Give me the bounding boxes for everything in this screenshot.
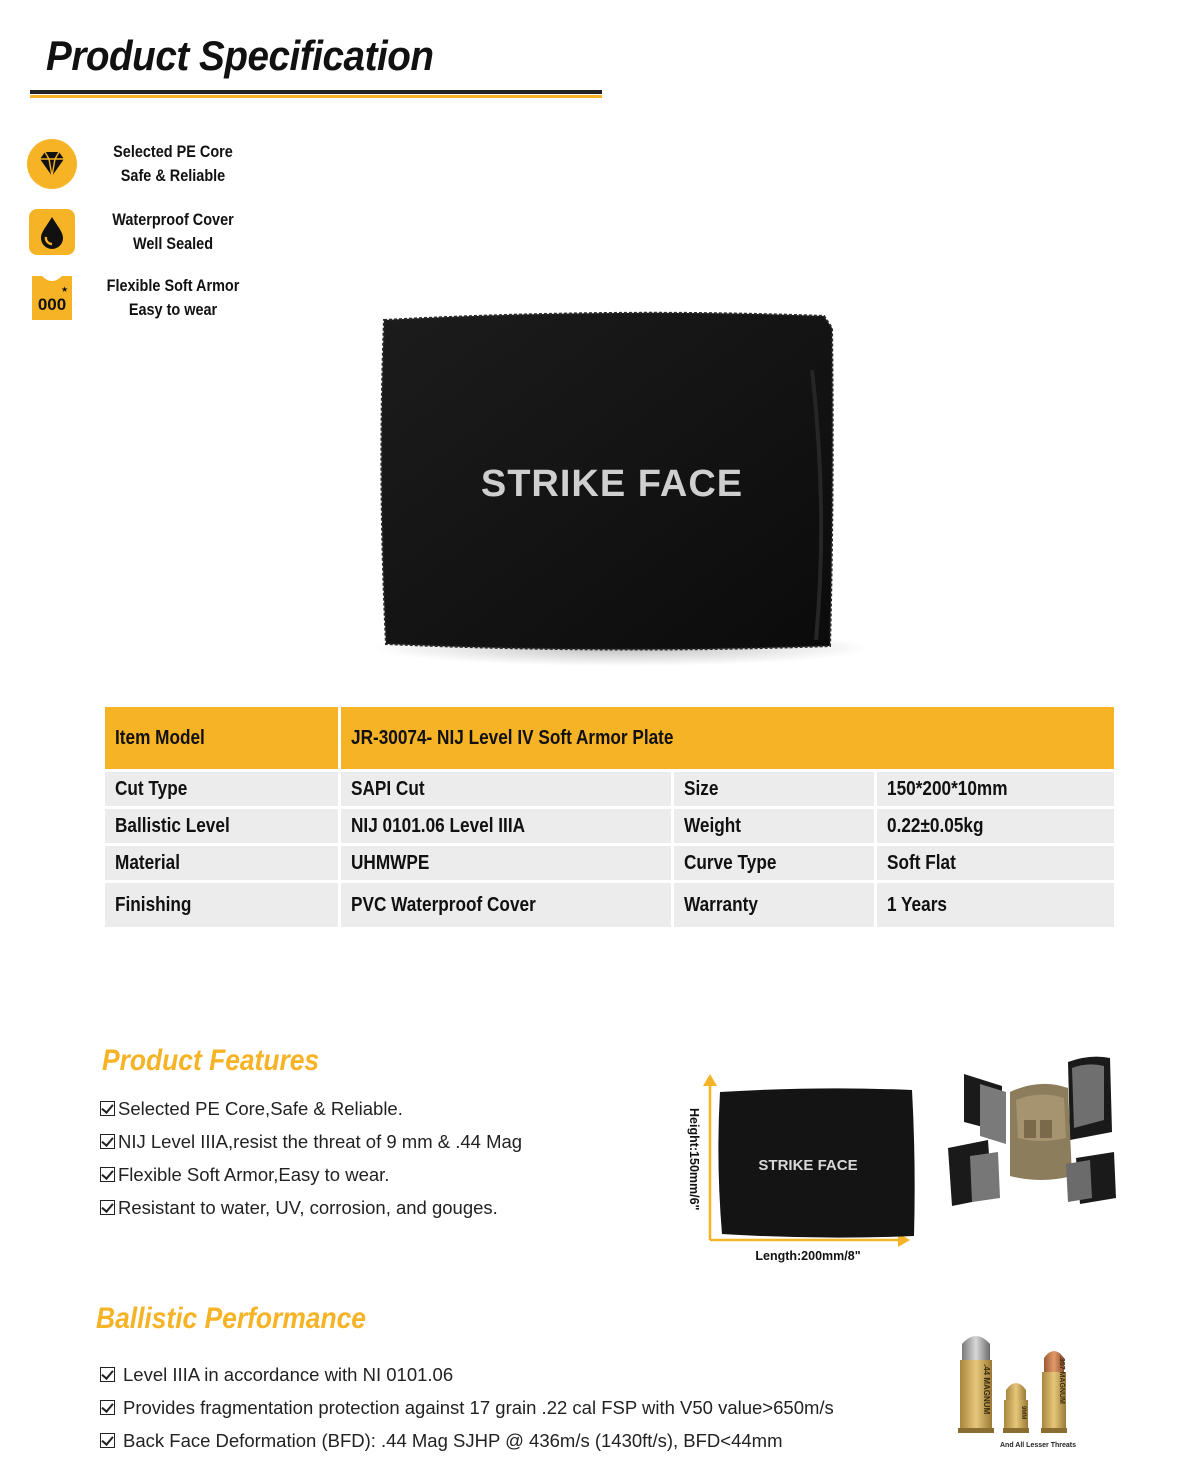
checkbox-icon [100,1101,115,1116]
plate-carrier-image [940,1048,1140,1218]
svg-text:9MM: 9MM [1020,1406,1026,1420]
list-item: Flexible Soft Armor,Easy to wear. [100,1164,660,1197]
spec-value: 150*200*10mm [877,772,1114,806]
svg-text:★: ★ [61,285,69,294]
spec-value: 0.22±0.05kg [877,809,1114,843]
ballistic-heading: Ballistic Performance [96,1302,366,1335]
checkbox-icon [100,1400,115,1415]
title-underline [30,90,602,94]
spec-label: Finishing [105,883,338,927]
badge-text: Selected PE Core Safe & Reliable [113,142,233,185]
features-list [100,1098,660,1230]
water-drop-icon [26,206,78,258]
checkbox-icon [100,1200,115,1215]
strike-face-print: STRIKE FACE [480,463,744,505]
spec-label: Curve Type [674,846,875,880]
badge-waterproof [26,206,256,260]
list-item: Level IIIA in accordance with NI 0101.06 [100,1364,900,1397]
length-label: Length:200mm/8" [755,1249,861,1263]
spec-value: 1 Years [877,883,1114,927]
list-item: Selected PE Core,Safe & Reliable. [100,1098,660,1131]
svg-text:.357 MAGNUM: .357 MAGNUM [1058,1356,1065,1404]
spec-label: Weight [674,809,875,843]
ballistic-list [100,1364,900,1463]
svg-text:.44 MAGNUM: .44 MAGNUM [982,1364,991,1415]
spec-value: UHMWPE [341,846,671,880]
table-row [105,809,1114,843]
features-heading: Product Features [102,1044,320,1077]
list-item: Back Face Deformation (BFD): .44 Mag SJHP @ 436m/s (1430ft/s), BFD<44mm [100,1430,900,1463]
height-label: Height:150mm/6" [687,1108,701,1211]
spec-table [102,704,1117,930]
spec-value: SAPI Cut [341,772,671,806]
checkbox-icon [100,1134,115,1149]
page-title: Product Specification [46,32,434,79]
dimension-diagram [680,1072,920,1268]
spec-value: NIJ 0101.06 Level IIIA [341,809,671,843]
badge-soft-armor [26,272,256,326]
title-underline-accent [30,95,602,98]
spec-label: Size [674,772,875,806]
spec-label: Ballistic Level [105,809,338,843]
diamond-icon [26,138,78,190]
vest-icon [26,272,78,324]
spec-label-item-model: Item Model [105,707,338,769]
badge-text: Waterproof Cover Well Sealed [112,210,234,253]
svg-text:STRIKE FACE: STRIKE FACE [758,1157,858,1174]
spec-label: Warranty [674,883,875,927]
list-item: NIJ Level IIIA,resist the threat of 9 mm & .44 Mag [100,1131,660,1164]
badge-text: Flexible Soft Armor Easy to wear [106,276,240,319]
badge-pe-core [26,138,256,192]
checkbox-icon [100,1367,115,1382]
table-row [105,846,1114,880]
spec-value-item-model: JR-30074- NIJ Level IV Soft Armor Plate [341,707,1114,769]
table-row [105,883,1114,927]
ammo-image [946,1330,1086,1452]
list-item: Provides fragmentation protection against 17 grain .22 cal FSP with V50 value>650m/s [100,1397,900,1430]
spec-value: Soft Flat [877,846,1114,880]
spec-header-row [105,707,1114,769]
spec-label: Cut Type [105,772,338,806]
table-row [105,772,1114,806]
spec-value: PVC Waterproof Cover [341,883,671,927]
checkbox-icon [100,1167,115,1182]
checkbox-icon [100,1433,115,1448]
product-image-plate [372,310,892,670]
spec-label: Material [105,846,338,880]
svg-text:000: 000 [37,295,67,314]
list-item: Resistant to water, UV, corrosion, and gouges. [100,1197,660,1230]
ammo-caption: And All Lesser Threats [1000,1442,1076,1449]
